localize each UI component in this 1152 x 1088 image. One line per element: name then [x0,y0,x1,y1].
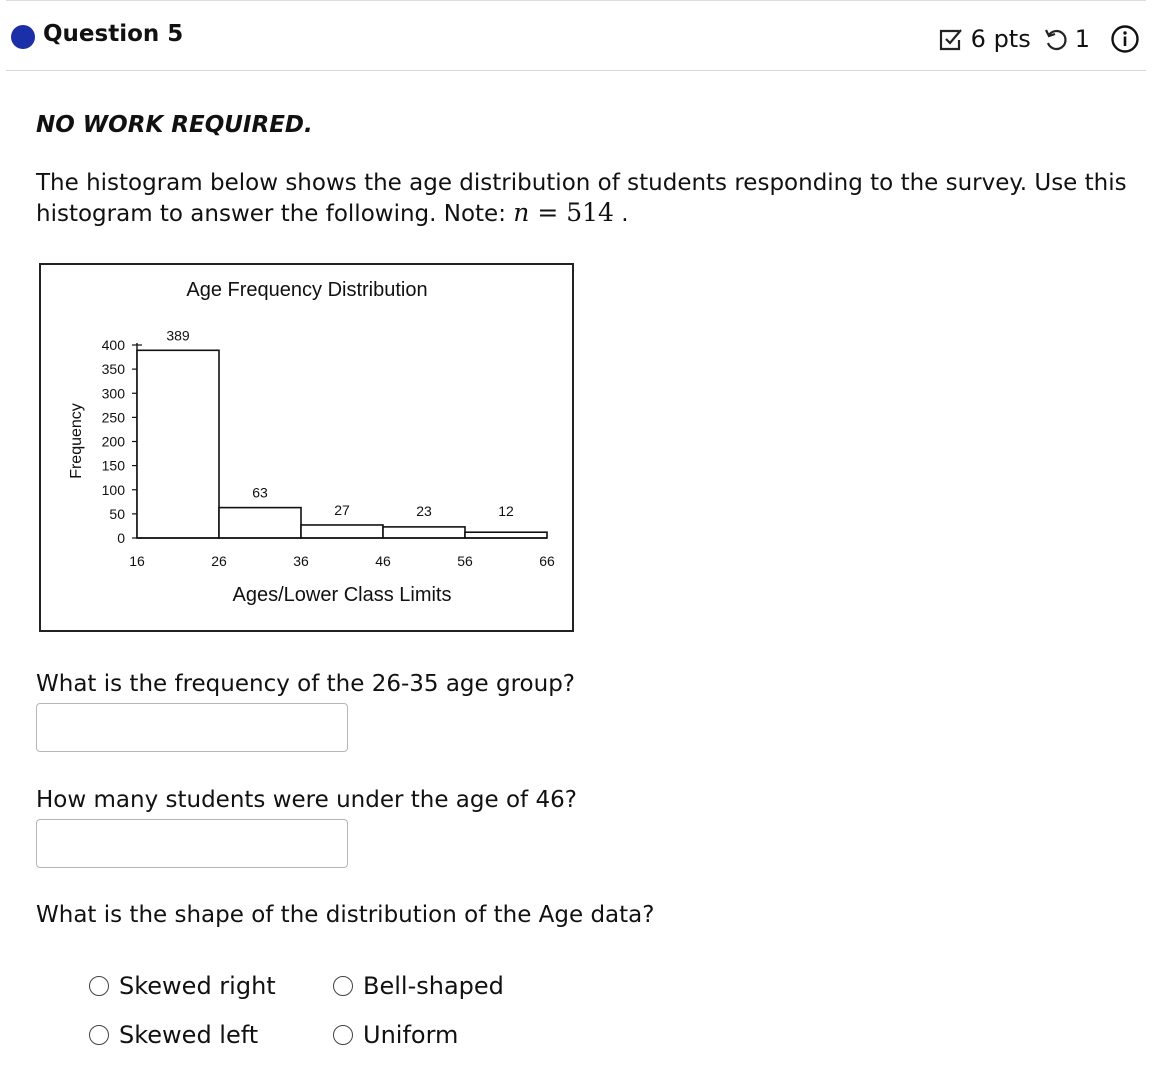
info-icon[interactable] [1110,24,1140,54]
option-skewed-right-label: Skewed right [119,972,276,1000]
x-tick-label: 36 [293,553,309,569]
x-tick-label: 26 [211,553,227,569]
option-bell-shaped-label: Bell-shaped [363,972,504,1000]
question-title: Question 5 [43,21,184,47]
question-3-text: What is the shape of the distribution of the Age data? [36,902,655,928]
attempts-count: 1 [1074,25,1090,53]
bar-value-label: 12 [498,503,514,519]
math-end: . [613,201,629,227]
math-n-expression [513,198,614,227]
histogram-bar [219,508,301,538]
histogram-bar [465,532,547,538]
y-tick-label: 400 [101,337,125,353]
chart-title: Age Frequency Distribution [186,279,428,301]
y-axis-label: Frequency [68,403,85,479]
histogram-bar [383,527,465,538]
math-equals: = [529,198,567,227]
paragraph-text: The histogram below shows the age distribution of students responding to the survey. Use this histogram to answer the following. Note: [36,170,1127,227]
radio-skewed-left[interactable] [89,1025,109,1045]
histogram-svg [41,265,572,630]
x-axis-label: Ages/Lower Class Limits [232,584,452,606]
option-skewed-right[interactable] [89,972,276,1000]
question-1-text: What is the frequency of the 26-35 age group? [36,671,575,697]
question-paragraph [36,168,1136,229]
radio-uniform[interactable] [333,1025,353,1045]
bar-value-label: 63 [252,484,268,501]
option-skewed-left-label: Skewed left [119,1021,259,1049]
retry-icon [1043,26,1069,52]
bar-value-label: 27 [334,501,350,518]
histogram-figure [39,263,574,632]
bar-value-label: 23 [416,503,432,519]
y-tick-label: 150 [101,457,125,474]
y-tick-label: 300 [101,385,125,402]
y-tick-label: 50 [109,505,125,522]
math-n-value: 514 [566,198,614,227]
option-uniform-label: Uniform [363,1021,459,1049]
y-tick-label: 350 [101,361,125,378]
question-header [6,0,1146,71]
radio-skewed-right[interactable] [89,976,109,996]
x-tick-label: 46 [375,553,391,569]
y-tick-label: 250 [101,409,125,426]
option-skewed-left[interactable] [89,1021,258,1049]
instruction-text: NO WORK REQUIRED. [36,112,313,138]
checkbox-icon [937,25,965,53]
x-tick-label: 56 [457,553,473,569]
y-tick-label: 0 [117,530,125,546]
x-tick-label: 16 [129,553,145,569]
histogram-bar [301,525,383,538]
header-meta [937,21,1140,57]
answer-input-1[interactable] [36,703,348,752]
radio-bell-shaped[interactable] [333,976,353,996]
histogram-bar [137,350,219,538]
bar-value-label: 389 [166,327,190,344]
question-status-dot [11,25,35,49]
answer-input-2[interactable] [36,819,348,868]
option-uniform[interactable] [333,1021,458,1049]
math-n-symbol: n [513,198,530,227]
option-bell-shaped[interactable] [333,972,504,1000]
y-tick-label: 200 [101,433,125,450]
y-tick-label: 100 [101,481,125,498]
x-tick-label: 66 [539,553,555,569]
question-2-text: How many students were under the age of 46? [36,787,577,813]
points-label: 6 pts [970,25,1031,53]
